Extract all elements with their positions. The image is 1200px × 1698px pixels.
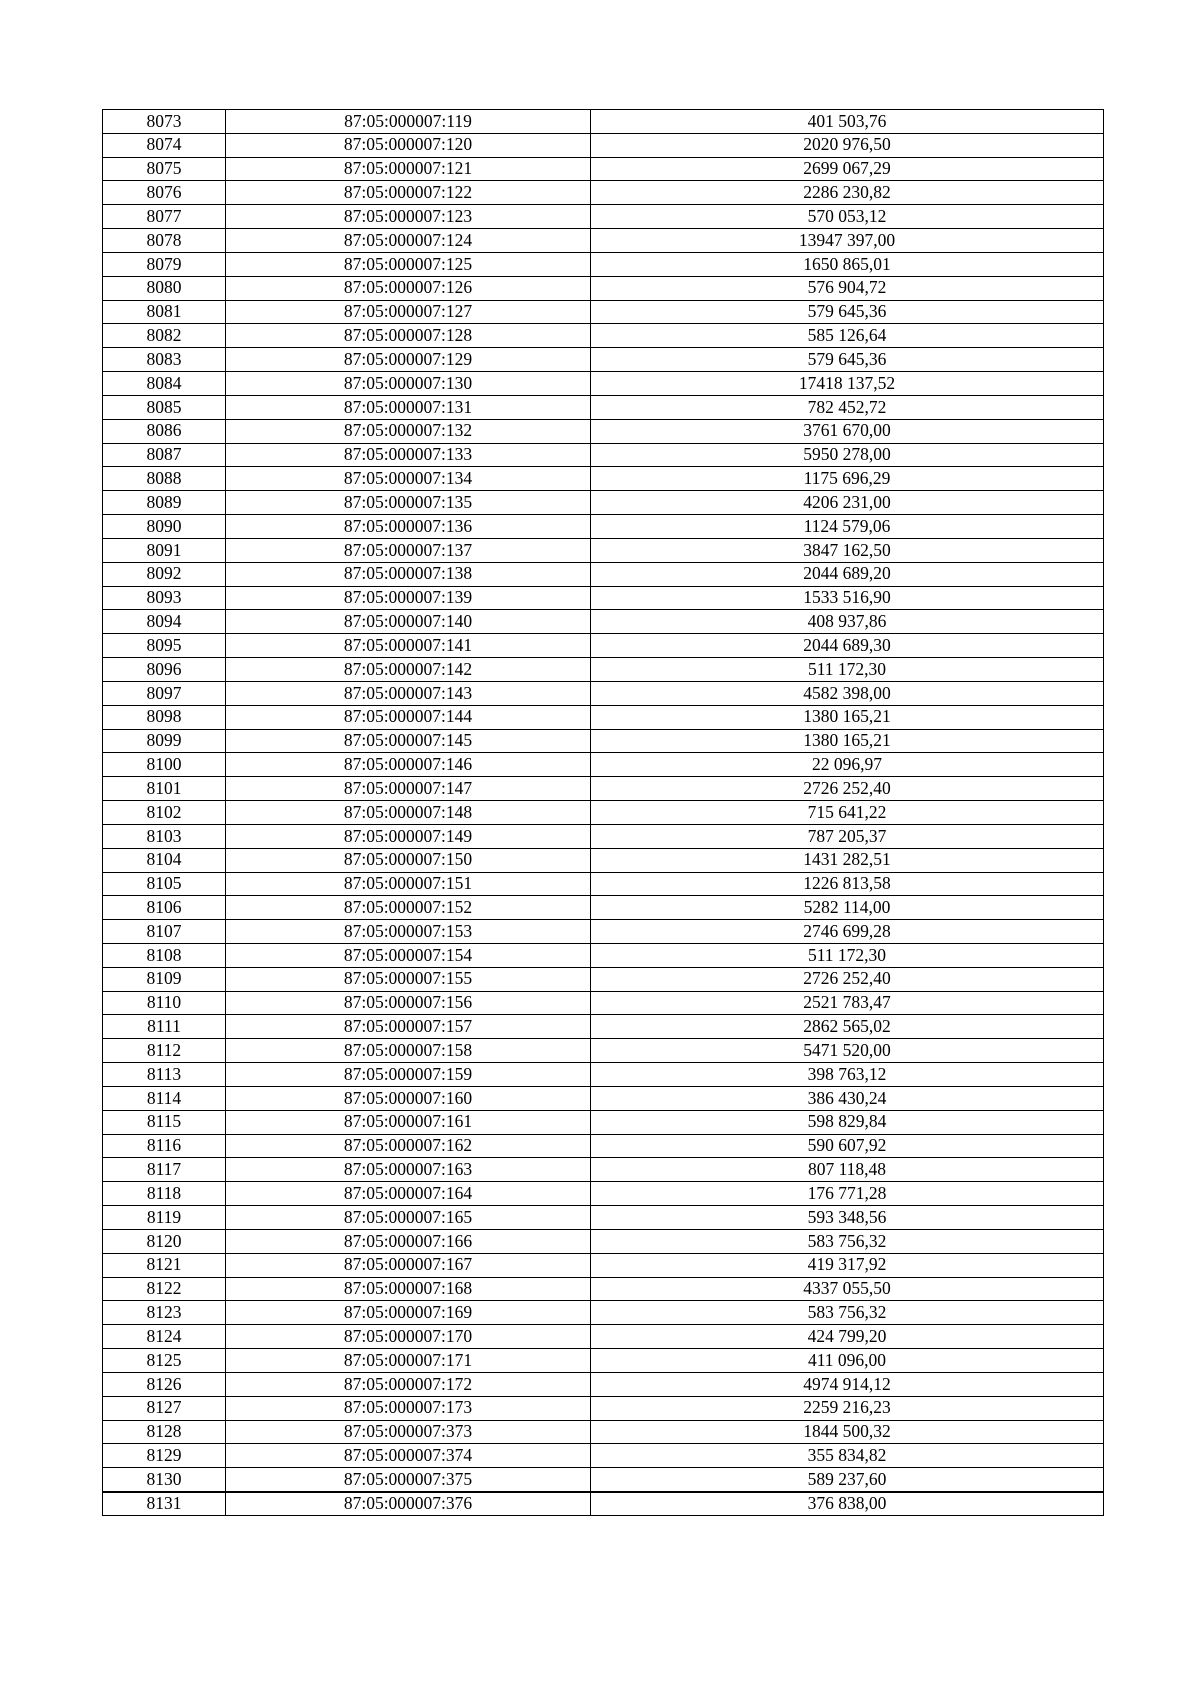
cadastral-number-cell: 87:05:000007:127 [226, 300, 591, 324]
cadastral-number-cell: 87:05:000007:150 [226, 848, 591, 872]
cadastral-value-cell: 579 645,36 [591, 348, 1104, 372]
row-number-cell: 8084 [103, 372, 226, 396]
cadastral-number-cell: 87:05:000007:125 [226, 252, 591, 276]
table-row [103, 395, 1104, 419]
cadastral-value-cell: 2726 252,40 [591, 777, 1104, 801]
row-number-cell: 8121 [103, 1253, 226, 1277]
cadastral-number-cell: 87:05:000007:161 [226, 1110, 591, 1134]
row-number-cell: 8107 [103, 920, 226, 944]
row-number-cell: 8117 [103, 1158, 226, 1182]
row-number-cell: 8104 [103, 848, 226, 872]
row-number-cell: 8086 [103, 419, 226, 443]
table-row [103, 1015, 1104, 1039]
cadastral-value-cell: 401 503,76 [591, 110, 1104, 134]
cadastral-value-cell: 5471 520,00 [591, 1039, 1104, 1063]
table-row [103, 848, 1104, 872]
table-row [103, 491, 1104, 515]
table-row [103, 562, 1104, 586]
row-number-cell: 8074 [103, 133, 226, 157]
row-number-cell: 8118 [103, 1182, 226, 1206]
table-row [103, 824, 1104, 848]
row-number-cell: 8130 [103, 1468, 226, 1492]
cadastral-value-cell: 13947 397,00 [591, 229, 1104, 253]
cadastral-value-cell: 583 756,32 [591, 1301, 1104, 1325]
cadastral-value-cell: 715 641,22 [591, 801, 1104, 825]
table-body [103, 110, 1104, 1516]
row-number-cell: 8105 [103, 872, 226, 896]
cadastral-value-cell: 585 126,64 [591, 324, 1104, 348]
table-row [103, 777, 1104, 801]
cadastral-value-cell: 1124 579,06 [591, 515, 1104, 539]
cadastral-number-cell: 87:05:000007:148 [226, 801, 591, 825]
row-number-cell: 8127 [103, 1396, 226, 1420]
cadastral-value-cell: 2726 252,40 [591, 967, 1104, 991]
cadastral-number-cell: 87:05:000007:126 [226, 276, 591, 300]
table-row [103, 276, 1104, 300]
cadastral-number-cell: 87:05:000007:173 [226, 1396, 591, 1420]
cadastral-number-cell: 87:05:000007:157 [226, 1015, 591, 1039]
cadastral-value-cell: 511 172,30 [591, 943, 1104, 967]
table-row [103, 1349, 1104, 1373]
cadastral-number-cell: 87:05:000007:152 [226, 896, 591, 920]
row-number-cell: 8114 [103, 1086, 226, 1110]
row-number-cell: 8122 [103, 1277, 226, 1301]
cadastral-number-cell: 87:05:000007:143 [226, 681, 591, 705]
cadastral-number-cell: 87:05:000007:167 [226, 1253, 591, 1277]
cadastral-number-cell: 87:05:000007:123 [226, 205, 591, 229]
cadastral-number-cell: 87:05:000007:139 [226, 586, 591, 610]
table-row [103, 610, 1104, 634]
row-number-cell: 8106 [103, 896, 226, 920]
table-row [103, 467, 1104, 491]
table-row [103, 1253, 1104, 1277]
row-number-cell: 8081 [103, 300, 226, 324]
table-row [103, 1086, 1104, 1110]
cadastral-number-cell: 87:05:000007:155 [226, 967, 591, 991]
table-row [103, 1039, 1104, 1063]
cadastral-number-cell: 87:05:000007:135 [226, 491, 591, 515]
table-row [103, 1277, 1104, 1301]
cadastral-number-cell: 87:05:000007:129 [226, 348, 591, 372]
cadastral-number-cell: 87:05:000007:133 [226, 443, 591, 467]
cadastral-number-cell: 87:05:000007:136 [226, 515, 591, 539]
row-number-cell: 8101 [103, 777, 226, 801]
table-row [103, 943, 1104, 967]
cadastral-number-cell: 87:05:000007:159 [226, 1063, 591, 1087]
cadastral-value-cell: 1844 500,32 [591, 1420, 1104, 1444]
cadastral-value-cell: 1431 282,51 [591, 848, 1104, 872]
row-number-cell: 8120 [103, 1229, 226, 1253]
row-number-cell: 8095 [103, 634, 226, 658]
cadastral-number-cell: 87:05:000007:149 [226, 824, 591, 848]
row-number-cell: 8076 [103, 181, 226, 205]
row-number-cell: 8083 [103, 348, 226, 372]
table-row [103, 348, 1104, 372]
cadastral-number-cell: 87:05:000007:147 [226, 777, 591, 801]
cadastral-number-cell: 87:05:000007:160 [226, 1086, 591, 1110]
row-number-cell: 8103 [103, 824, 226, 848]
cadastral-value-cell: 589 237,60 [591, 1468, 1104, 1492]
cadastral-number-cell: 87:05:000007:169 [226, 1301, 591, 1325]
cadastral-number-cell: 87:05:000007:374 [226, 1444, 591, 1468]
cadastral-number-cell: 87:05:000007:375 [226, 1468, 591, 1492]
cadastral-value-cell: 376 838,00 [591, 1492, 1104, 1516]
cadastral-value-cell: 176 771,28 [591, 1182, 1104, 1206]
row-number-cell: 8087 [103, 443, 226, 467]
table-row [103, 1444, 1104, 1468]
table-row [103, 920, 1104, 944]
table-row [103, 229, 1104, 253]
table-row [103, 300, 1104, 324]
row-number-cell: 8128 [103, 1420, 226, 1444]
cadastral-value-cell: 4206 231,00 [591, 491, 1104, 515]
cadastral-number-cell: 87:05:000007:144 [226, 705, 591, 729]
cadastral-value-cell: 424 799,20 [591, 1325, 1104, 1349]
cadastral-value-cell: 2259 216,23 [591, 1396, 1104, 1420]
cadastral-number-cell: 87:05:000007:134 [226, 467, 591, 491]
cadastral-number-cell: 87:05:000007:170 [226, 1325, 591, 1349]
cadastral-number-cell: 87:05:000007:166 [226, 1229, 591, 1253]
cadastral-value-cell: 590 607,92 [591, 1134, 1104, 1158]
cadastral-number-cell: 87:05:000007:120 [226, 133, 591, 157]
cadastral-value-cell: 1380 165,21 [591, 705, 1104, 729]
cadastral-value-cell: 1380 165,21 [591, 729, 1104, 753]
table-row [103, 681, 1104, 705]
cadastral-value-cell: 408 937,86 [591, 610, 1104, 634]
cadastral-value-cell: 593 348,56 [591, 1206, 1104, 1230]
cadastral-number-cell: 87:05:000007:128 [226, 324, 591, 348]
row-number-cell: 8089 [103, 491, 226, 515]
table-row [103, 1372, 1104, 1396]
table-row [103, 991, 1104, 1015]
cadastral-value-cell: 17418 137,52 [591, 372, 1104, 396]
cadastral-number-cell: 87:05:000007:131 [226, 395, 591, 419]
table-row [103, 1134, 1104, 1158]
table-row [103, 324, 1104, 348]
row-number-cell: 8111 [103, 1015, 226, 1039]
cadastral-value-cell: 355 834,82 [591, 1444, 1104, 1468]
table-row [103, 1325, 1104, 1349]
cadastral-number-cell: 87:05:000007:140 [226, 610, 591, 634]
table-row [103, 634, 1104, 658]
cadastral-number-cell: 87:05:000007:154 [226, 943, 591, 967]
row-number-cell: 8080 [103, 276, 226, 300]
table-row [103, 372, 1104, 396]
cadastral-number-cell: 87:05:000007:130 [226, 372, 591, 396]
cadastral-number-cell: 87:05:000007:164 [226, 1182, 591, 1206]
row-number-cell: 8077 [103, 205, 226, 229]
cadastral-value-cell: 787 205,37 [591, 824, 1104, 848]
table-row [103, 729, 1104, 753]
cadastral-value-cell: 2044 689,20 [591, 562, 1104, 586]
cadastral-value-cell: 2521 783,47 [591, 991, 1104, 1015]
row-number-cell: 8092 [103, 562, 226, 586]
cadastral-number-cell: 87:05:000007:162 [226, 1134, 591, 1158]
row-number-cell: 8124 [103, 1325, 226, 1349]
cadastral-value-cell: 4974 914,12 [591, 1372, 1104, 1396]
table-row [103, 538, 1104, 562]
row-number-cell: 8113 [103, 1063, 226, 1087]
row-number-cell: 8073 [103, 110, 226, 134]
cadastral-number-cell: 87:05:000007:163 [226, 1158, 591, 1182]
cadastral-number-cell: 87:05:000007:168 [226, 1277, 591, 1301]
row-number-cell: 8109 [103, 967, 226, 991]
row-number-cell: 8091 [103, 538, 226, 562]
table-row [103, 1110, 1104, 1134]
cadastral-number-cell: 87:05:000007:172 [226, 1372, 591, 1396]
table-row [103, 1468, 1104, 1492]
table-row [103, 1492, 1104, 1516]
table-row [103, 872, 1104, 896]
table-row [103, 1158, 1104, 1182]
row-number-cell: 8085 [103, 395, 226, 419]
table-row [103, 419, 1104, 443]
table-row [103, 586, 1104, 610]
row-number-cell: 8108 [103, 943, 226, 967]
table-row [103, 1301, 1104, 1325]
table-row [103, 443, 1104, 467]
cadastral-value-cell: 2862 565,02 [591, 1015, 1104, 1039]
cadastral-value-cell: 579 645,36 [591, 300, 1104, 324]
cadastral-value-cell: 1226 813,58 [591, 872, 1104, 896]
cadastral-value-cell: 386 430,24 [591, 1086, 1104, 1110]
table-row [103, 252, 1104, 276]
table-row [103, 133, 1104, 157]
table-row [103, 705, 1104, 729]
table-row [103, 1206, 1104, 1230]
table-row [103, 1182, 1104, 1206]
table-row [103, 181, 1104, 205]
cadastral-value-cell: 583 756,32 [591, 1229, 1104, 1253]
cadastral-number-cell: 87:05:000007:121 [226, 157, 591, 181]
row-number-cell: 8088 [103, 467, 226, 491]
row-number-cell: 8131 [103, 1492, 226, 1516]
cadastral-value-cell: 3847 162,50 [591, 538, 1104, 562]
table-row [103, 658, 1104, 682]
cadastral-value-cell: 398 763,12 [591, 1063, 1104, 1087]
cadastral-value-cell: 411 096,00 [591, 1349, 1104, 1373]
cadastral-number-cell: 87:05:000007:137 [226, 538, 591, 562]
cadastral-value-cell: 22 096,97 [591, 753, 1104, 777]
cadastral-value-cell: 4582 398,00 [591, 681, 1104, 705]
cadastral-number-cell: 87:05:000007:132 [226, 419, 591, 443]
cadastral-value-cell: 511 172,30 [591, 658, 1104, 682]
cadastral-value-cell: 2699 067,29 [591, 157, 1104, 181]
row-number-cell: 8096 [103, 658, 226, 682]
table-row [103, 1420, 1104, 1444]
cadastral-number-cell: 87:05:000007:373 [226, 1420, 591, 1444]
cadastral-number-cell: 87:05:000007:165 [226, 1206, 591, 1230]
row-number-cell: 8100 [103, 753, 226, 777]
cadastral-value-cell: 3761 670,00 [591, 419, 1104, 443]
cadastral-number-cell: 87:05:000007:376 [226, 1492, 591, 1516]
cadastral-value-cell: 2020 976,50 [591, 133, 1104, 157]
row-number-cell: 8129 [103, 1444, 226, 1468]
table-row [103, 896, 1104, 920]
row-number-cell: 8097 [103, 681, 226, 705]
cadastral-number-cell: 87:05:000007:146 [226, 753, 591, 777]
cadastral-value-cell: 807 118,48 [591, 1158, 1104, 1182]
row-number-cell: 8116 [103, 1134, 226, 1158]
row-number-cell: 8119 [103, 1206, 226, 1230]
row-number-cell: 8123 [103, 1301, 226, 1325]
table-row [103, 157, 1104, 181]
table-row [103, 1229, 1104, 1253]
row-number-cell: 8126 [103, 1372, 226, 1396]
row-number-cell: 8110 [103, 991, 226, 1015]
cadastral-value-cell: 5282 114,00 [591, 896, 1104, 920]
cadastral-value-cell: 1650 865,01 [591, 252, 1104, 276]
cadastral-value-cell: 5950 278,00 [591, 443, 1104, 467]
cadastral-number-cell: 87:05:000007:119 [226, 110, 591, 134]
cadastral-value-cell: 4337 055,50 [591, 1277, 1104, 1301]
row-number-cell: 8098 [103, 705, 226, 729]
cadastral-number-cell: 87:05:000007:145 [226, 729, 591, 753]
cadastral-value-cell: 419 317,92 [591, 1253, 1104, 1277]
cadastral-value-cell: 2746 699,28 [591, 920, 1104, 944]
cadastral-value-cell: 1533 516,90 [591, 586, 1104, 610]
cadastral-number-cell: 87:05:000007:158 [226, 1039, 591, 1063]
cadastral-value-cell: 2044 689,30 [591, 634, 1104, 658]
row-number-cell: 8099 [103, 729, 226, 753]
table-row [103, 967, 1104, 991]
row-number-cell: 8079 [103, 252, 226, 276]
row-number-cell: 8082 [103, 324, 226, 348]
cadastral-number-cell: 87:05:000007:138 [226, 562, 591, 586]
cadastral-value-cell: 2286 230,82 [591, 181, 1104, 205]
cadastral-number-cell: 87:05:000007:141 [226, 634, 591, 658]
row-number-cell: 8115 [103, 1110, 226, 1134]
cadastral-number-cell: 87:05:000007:153 [226, 920, 591, 944]
table-row [103, 110, 1104, 134]
row-number-cell: 8112 [103, 1039, 226, 1063]
row-number-cell: 8078 [103, 229, 226, 253]
row-number-cell: 8075 [103, 157, 226, 181]
cadastral-number-cell: 87:05:000007:124 [226, 229, 591, 253]
table-row [103, 1063, 1104, 1087]
cadastral-number-cell: 87:05:000007:151 [226, 872, 591, 896]
cadastral-value-cell: 782 452,72 [591, 395, 1104, 419]
cadastral-value-cell: 576 904,72 [591, 276, 1104, 300]
cadastral-number-cell: 87:05:000007:171 [226, 1349, 591, 1373]
cadastral-value-table [102, 109, 1104, 1516]
table-row [103, 1396, 1104, 1420]
table-row [103, 515, 1104, 539]
row-number-cell: 8102 [103, 801, 226, 825]
row-number-cell: 8125 [103, 1349, 226, 1373]
cadastral-value-cell: 1175 696,29 [591, 467, 1104, 491]
cadastral-number-cell: 87:05:000007:156 [226, 991, 591, 1015]
cadastral-number-cell: 87:05:000007:122 [226, 181, 591, 205]
table-row [103, 205, 1104, 229]
cadastral-value-cell: 570 053,12 [591, 205, 1104, 229]
row-number-cell: 8090 [103, 515, 226, 539]
cadastral-value-cell: 598 829,84 [591, 1110, 1104, 1134]
table-row [103, 801, 1104, 825]
cadastral-number-cell: 87:05:000007:142 [226, 658, 591, 682]
row-number-cell: 8093 [103, 586, 226, 610]
row-number-cell: 8094 [103, 610, 226, 634]
table-row [103, 753, 1104, 777]
